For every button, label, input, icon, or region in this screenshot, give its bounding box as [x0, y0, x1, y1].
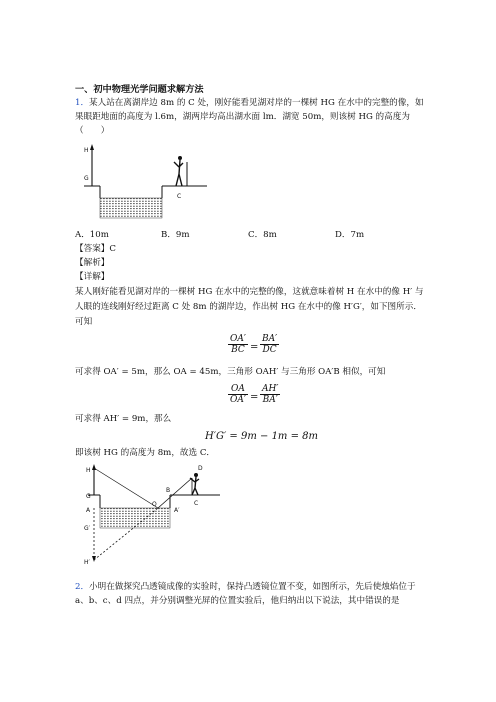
fraction: $\frac{AH'}{BA'}$ — [262, 384, 279, 405]
label-d: D — [198, 465, 203, 472]
figure-reflection-diagram — [80, 460, 250, 570]
fraction: $\frac{BA'}{DC}$ — [262, 334, 278, 355]
option-c[interactable]: C．8m — [248, 230, 277, 240]
calculation-line: 可求得 AH′ = 9m，那么 — [75, 414, 172, 424]
person-icon — [194, 473, 198, 477]
figure-lake-tree — [82, 140, 232, 220]
result-equation: H′G′ = 9m − 1m = 8m — [205, 431, 318, 442]
section-title: 一、初中物理光学问题求解方法 — [75, 84, 204, 95]
conclusion-line: 即该树 HG 的高度为 8m，故选 C． — [75, 448, 216, 458]
person-icon — [178, 156, 182, 160]
equals-sign: = — [250, 342, 259, 353]
equals-sign: = — [250, 392, 259, 403]
detail-text-line: 可知 — [75, 317, 93, 327]
label-g: G — [86, 493, 91, 500]
detail-text-line: 某人刚好能看见湖对岸的一棵树 HG 在水中的完整的像，这就意味着树 H 在水中的像 H′ 与 — [75, 287, 424, 297]
calculation-line: 可求得 OA′ = 5m，那么 OA = 45m，三角形 OAH′ 与三角形 OA′B 相似，可知 — [75, 367, 386, 377]
detail-tag: 【详解】 — [75, 272, 110, 282]
label-c: C — [177, 193, 182, 200]
analysis-tag: 【解析】 — [75, 258, 110, 268]
option-a[interactable]: A．10m — [75, 230, 109, 240]
question-text-line: 果眼距地面的高度为 l.6m，湖两岸均高出湖水面 lm．湖宽 50m，则该树 HG 的高度为 — [75, 112, 410, 122]
question-text-line: 某人站在离湖岸边 8m 的 C 处，刚好能看见湖对岸的一棵树 HG 在水中的完整的像，如 — [89, 98, 424, 108]
option-b[interactable]: B．9m — [161, 230, 190, 240]
label-h: H — [86, 467, 91, 474]
fraction: $\frac{OA}{OA'}$ — [230, 384, 246, 405]
question-number: 2． — [75, 582, 90, 592]
label-a: A — [86, 507, 91, 514]
label-b: B — [166, 487, 171, 494]
label-h: H — [84, 147, 89, 154]
question-text-line: （ ） — [75, 126, 110, 136]
label-g-prime: G′ — [84, 525, 91, 532]
lake-water — [100, 198, 162, 218]
label-g: G — [84, 175, 89, 182]
detail-text-line: 人眼的连线刚好经过距离 C 处 8m 的湖岸边，作出树 HG 在水中的像 H′G′，如下图所示． — [75, 302, 422, 312]
question-text-line: a、b、c、d 四点，并分别调整光屏的位置实验后，他归纳出以下说法，其中错误的是 — [75, 596, 400, 606]
answer-tag: 【答案】C — [75, 244, 116, 254]
question-number: 1． — [75, 98, 90, 108]
fraction: $\frac{OA'}{BC}$ — [230, 334, 246, 355]
arrow-icon — [90, 144, 94, 150]
label-h-prime: H′ — [84, 559, 90, 566]
label-o: O — [152, 501, 157, 508]
question-text-line: 小明在做探究凸透镜成像的实验时，保持凸透镜位置不变，如图所示，先后使烛焰位于 — [89, 582, 416, 592]
label-a-prime: A′ — [174, 507, 180, 514]
option-d[interactable]: D．7m — [335, 230, 365, 240]
label-c: C — [194, 500, 199, 507]
lake-water — [100, 508, 170, 528]
